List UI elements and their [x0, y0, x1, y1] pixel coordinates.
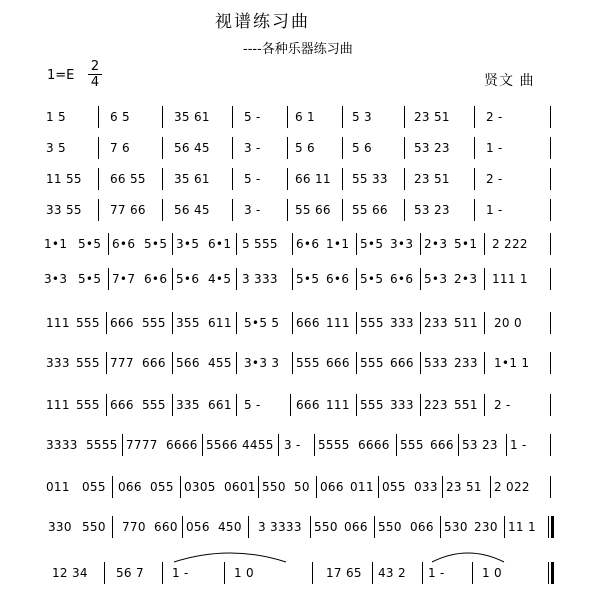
barline: [232, 199, 233, 221]
barline: [420, 233, 421, 255]
measure: 6•6: [326, 272, 350, 286]
measure: 33 55: [46, 203, 82, 217]
measure: 5•5: [78, 272, 102, 286]
measure: 5•6: [176, 272, 200, 286]
staff-row-8: [44, 350, 564, 376]
measure: 111: [46, 398, 70, 412]
measure: 611: [208, 316, 232, 330]
measure: 56 45: [174, 141, 210, 155]
measure: 5 -: [244, 172, 261, 186]
measure: 333: [390, 316, 414, 330]
measure: 555: [76, 398, 100, 412]
barline: [356, 233, 357, 255]
barline: [550, 476, 551, 498]
measure: 1 -: [172, 566, 189, 580]
measure: 1 -: [486, 141, 503, 155]
measure: 3 333: [242, 272, 278, 286]
barline: [356, 394, 357, 416]
barline: [504, 516, 505, 538]
barline: [236, 312, 237, 334]
barline: [474, 137, 475, 159]
measure: 55 66: [352, 203, 388, 217]
measure: 4•5: [208, 272, 232, 286]
measure: 4455: [242, 438, 274, 452]
barline: [372, 562, 373, 584]
barline: [236, 352, 237, 374]
measure: 5•5 5: [244, 316, 280, 330]
measure: 53 23: [462, 438, 498, 452]
measure: 77 66: [110, 203, 146, 217]
barline: [248, 516, 249, 538]
barline: [232, 137, 233, 159]
barline: [287, 137, 288, 159]
barline: [420, 394, 421, 416]
measure: 666: [142, 356, 166, 370]
barline: [108, 233, 109, 255]
measure: 550: [82, 520, 106, 534]
barline: [484, 394, 485, 416]
measure: 3 -: [284, 438, 301, 452]
measure: 1 -: [510, 438, 527, 452]
barline: [420, 352, 421, 374]
measure: 5•5: [296, 272, 320, 286]
measure: 2 022: [494, 480, 530, 494]
measure: 0305: [184, 480, 216, 494]
measure: 6 1: [295, 110, 315, 124]
measure: 550: [378, 520, 402, 534]
measure: 12 34: [52, 566, 88, 580]
measure: 2 -: [494, 398, 511, 412]
barline: [342, 199, 343, 221]
measure: 3•3: [44, 272, 68, 286]
measure: 555: [360, 316, 384, 330]
measure: 555: [142, 398, 166, 412]
barline: [162, 199, 163, 221]
barline: [356, 312, 357, 334]
measure: 5566: [206, 438, 238, 452]
measure: 23 51: [446, 480, 482, 494]
measure: 5 -: [244, 110, 261, 124]
barline: [292, 352, 293, 374]
barline: [378, 476, 379, 498]
barline: [232, 168, 233, 190]
tie-path: [174, 553, 286, 562]
barline: [472, 562, 473, 584]
barline: [550, 352, 551, 374]
barline: [420, 268, 421, 290]
measure: 666: [296, 398, 320, 412]
measure: 666: [390, 356, 414, 370]
barline: [106, 312, 107, 334]
measure: 5 3: [352, 110, 372, 124]
barline: [484, 312, 485, 334]
measure: 1 0: [482, 566, 502, 580]
measure: 6•6: [112, 237, 136, 251]
measure: 5•5: [360, 272, 384, 286]
barline: [474, 199, 475, 221]
key-signature: 1=E: [47, 68, 75, 83]
measure: 055: [382, 480, 406, 494]
measure: 1 -: [486, 203, 503, 217]
barline: [236, 233, 237, 255]
measure: 3•5: [176, 237, 200, 251]
measure: 5 555: [242, 237, 278, 251]
measure: 23 51: [414, 110, 450, 124]
barline: [98, 199, 99, 221]
measure: 533: [424, 356, 448, 370]
measure: 50: [294, 480, 310, 494]
measure: 3 -: [244, 141, 261, 155]
barline: [162, 168, 163, 190]
barline: [442, 476, 443, 498]
barline: [112, 516, 113, 538]
staff-row-4: [44, 197, 564, 223]
measure: 223: [424, 398, 448, 412]
barline: [232, 106, 233, 128]
barline: [98, 137, 99, 159]
measure: 55 66: [295, 203, 331, 217]
measure: 530: [444, 520, 468, 534]
staff-row-6: [44, 266, 564, 292]
measure: 5555: [318, 438, 350, 452]
barline: [550, 268, 551, 290]
barline: [420, 312, 421, 334]
measure: 5555: [86, 438, 118, 452]
barline: [122, 434, 123, 456]
staff-row-1: [44, 104, 564, 130]
barline: [506, 434, 507, 456]
barline: [458, 434, 459, 456]
barline: [172, 312, 173, 334]
measure: 066: [344, 520, 368, 534]
barline: [404, 137, 405, 159]
barline: [314, 434, 315, 456]
measure: 511: [454, 316, 478, 330]
barline: [287, 106, 288, 128]
measure: 555: [76, 356, 100, 370]
measure: 566: [176, 356, 200, 370]
barline: [180, 476, 181, 498]
barline: [550, 394, 551, 416]
barline: [172, 233, 173, 255]
barline: [396, 434, 397, 456]
barline: [224, 562, 225, 584]
measure: 20 0: [494, 316, 522, 330]
measure: 0601: [224, 480, 256, 494]
barline: [490, 476, 491, 498]
measure: 5•3: [424, 272, 448, 286]
measure: 56 45: [174, 203, 210, 217]
measure: 7777: [126, 438, 158, 452]
barline: [112, 476, 113, 498]
measure: 355: [176, 316, 200, 330]
measure: 5 -: [244, 398, 261, 412]
final-barline: [548, 562, 549, 584]
measure: 2 -: [486, 110, 503, 124]
barline: [172, 268, 173, 290]
measure: 111: [326, 316, 350, 330]
barline: [162, 562, 163, 584]
measure: 1•1: [326, 237, 350, 251]
barline: [404, 199, 405, 221]
measure: 5•5: [78, 237, 102, 251]
measure: 333: [390, 398, 414, 412]
measure: 770: [122, 520, 146, 534]
measure: 660: [154, 520, 178, 534]
measure: 2 -: [486, 172, 503, 186]
measure: 230: [474, 520, 498, 534]
measure: 661: [208, 398, 232, 412]
barline: [202, 434, 203, 456]
barline: [550, 137, 551, 159]
barline: [162, 137, 163, 159]
measure: 011: [46, 480, 70, 494]
barline: [404, 168, 405, 190]
barline: [550, 168, 551, 190]
measure: 1 -: [428, 566, 445, 580]
final-barline: [551, 562, 554, 584]
measure: 5 6: [295, 141, 315, 155]
measure: 056: [186, 520, 210, 534]
measure: 35 61: [174, 172, 210, 186]
tie-path: [432, 553, 504, 562]
barline: [290, 394, 291, 416]
measure: 455: [208, 356, 232, 370]
measure: 3333: [46, 438, 78, 452]
measure: 066: [410, 520, 434, 534]
measure: 66 11: [295, 172, 331, 186]
measure: 555: [142, 316, 166, 330]
measure: 55 33: [352, 172, 388, 186]
measure: 666: [430, 438, 454, 452]
barline: [484, 352, 485, 374]
barline: [278, 434, 279, 456]
repeat-barline: [548, 516, 549, 538]
measure: 7•7: [112, 272, 136, 286]
measure: 555: [360, 398, 384, 412]
barline: [287, 168, 288, 190]
time-signature: [88, 60, 102, 91]
barline: [287, 199, 288, 221]
barline: [342, 106, 343, 128]
measure: 066: [320, 480, 344, 494]
measure: 233: [454, 356, 478, 370]
barline: [404, 106, 405, 128]
measure: 6•1: [208, 237, 232, 251]
barline: [484, 268, 485, 290]
measure: 5•5: [144, 237, 168, 251]
measure: 033: [414, 480, 438, 494]
staff-row-9: [44, 392, 564, 418]
barline: [484, 233, 485, 255]
barline: [474, 168, 475, 190]
measure: 555: [400, 438, 424, 452]
barline: [550, 233, 551, 255]
barline: [422, 562, 423, 584]
measure: 066: [118, 480, 142, 494]
measure: 1 0: [234, 566, 254, 580]
measure: 666: [110, 316, 134, 330]
barline: [342, 168, 343, 190]
measure: 5 6: [352, 141, 372, 155]
barline: [98, 106, 99, 128]
score-subtitle: ----各种乐器练习曲: [243, 42, 353, 57]
meter-denominator: 4: [90, 75, 100, 90]
measure: 330: [48, 520, 72, 534]
measure: 23 51: [414, 172, 450, 186]
staff-row-7: [44, 310, 564, 336]
barline: [374, 516, 375, 538]
measure: 011: [350, 480, 374, 494]
measure: 335: [176, 398, 200, 412]
repeat-barline: [551, 516, 554, 538]
barline: [258, 476, 259, 498]
staff-row-3: [44, 166, 564, 192]
measure: 66 55: [110, 172, 146, 186]
measure: 055: [82, 480, 106, 494]
measure: 3•3 3: [244, 356, 280, 370]
measure: 6•6: [144, 272, 168, 286]
measure: 5•5: [360, 237, 384, 251]
barline: [356, 352, 357, 374]
barline: [106, 394, 107, 416]
barline: [172, 394, 173, 416]
measure: 3 -: [244, 203, 261, 217]
staff-row-5: [44, 231, 564, 257]
tie-arc: [428, 548, 508, 564]
barline: [342, 137, 343, 159]
measure: 777: [110, 356, 134, 370]
measure: 35 61: [174, 110, 210, 124]
measure: 1 5: [46, 110, 66, 124]
measure: 551: [454, 398, 478, 412]
staff-row-11: [44, 474, 564, 500]
barline: [182, 516, 183, 538]
measure: 6•6: [390, 272, 414, 286]
barline: [440, 516, 441, 538]
measure: 233: [424, 316, 448, 330]
measure: 1•1 1: [494, 356, 530, 370]
barline: [550, 312, 551, 334]
measure: 450: [218, 520, 242, 534]
measure: 3 3333: [258, 520, 302, 534]
barline: [162, 106, 163, 128]
measure: 666: [296, 316, 320, 330]
measure: 43 2: [378, 566, 406, 580]
measure: 666: [110, 398, 134, 412]
barline: [108, 268, 109, 290]
barline: [550, 199, 551, 221]
barline: [172, 352, 173, 374]
barline: [104, 562, 105, 584]
measure: 2 222: [492, 237, 528, 251]
measure: 1•1: [44, 237, 68, 251]
meter-numerator: 2: [88, 60, 102, 75]
barline: [550, 434, 551, 456]
measure: 3 5: [46, 141, 66, 155]
barline: [292, 312, 293, 334]
barline: [312, 562, 313, 584]
measure: 550: [314, 520, 338, 534]
measure: 6 5: [110, 110, 130, 124]
measure: 6666: [166, 438, 198, 452]
measure: 5•1: [454, 237, 478, 251]
measure: 555: [360, 356, 384, 370]
barline: [98, 168, 99, 190]
barline: [106, 352, 107, 374]
measure: 11 1: [508, 520, 536, 534]
measure: 555: [76, 316, 100, 330]
measure: 666: [326, 356, 350, 370]
staff-row-2: [44, 135, 564, 161]
tie-arc: [170, 548, 290, 564]
barline: [550, 106, 551, 128]
measure: 11 55: [46, 172, 82, 186]
measure: 53 23: [414, 203, 450, 217]
measure: 550: [262, 480, 286, 494]
measure: 56 7: [116, 566, 144, 580]
measure: 53 23: [414, 141, 450, 155]
measure: 7 6: [110, 141, 130, 155]
staff-row-12: [44, 514, 564, 540]
barline: [236, 268, 237, 290]
barline: [236, 394, 237, 416]
barline: [292, 268, 293, 290]
measure: 17 65: [326, 566, 362, 580]
measure: 111: [46, 316, 70, 330]
barline: [310, 516, 311, 538]
staff-row-10: [44, 432, 564, 458]
measure: 333: [46, 356, 70, 370]
measure: 2•3: [424, 237, 448, 251]
score-title: 视谱练习曲: [215, 12, 310, 32]
barline: [356, 268, 357, 290]
barline: [292, 233, 293, 255]
measure: 2•3: [454, 272, 478, 286]
measure: 555: [296, 356, 320, 370]
barline: [474, 106, 475, 128]
measure: 055: [150, 480, 174, 494]
measure: 111 1: [492, 272, 528, 286]
composer-credit: 贤文 曲: [484, 73, 535, 89]
measure: 3•3: [390, 237, 414, 251]
measure: 6666: [358, 438, 390, 452]
barline: [316, 476, 317, 498]
measure: 111: [326, 398, 350, 412]
measure: 6•6: [296, 237, 320, 251]
